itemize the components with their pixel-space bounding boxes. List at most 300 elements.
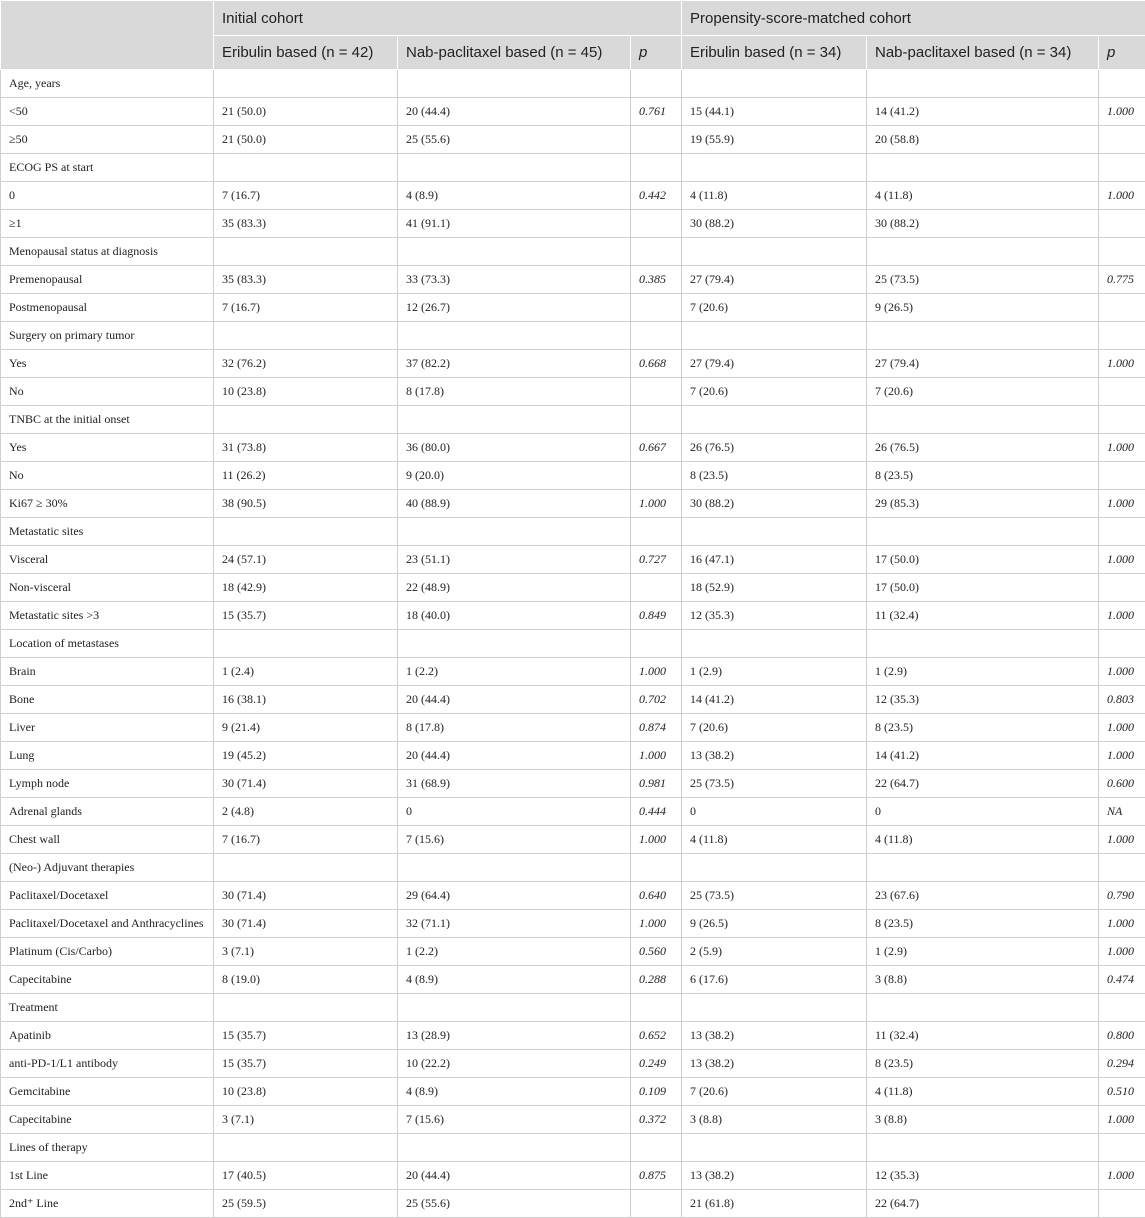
initial-p-value [631,70,682,98]
row-label: anti-PD-1/L1 antibody [1,1050,214,1078]
matched-p-value: 1.000 [1099,658,1145,686]
matched-nab-paclitaxel-value: 8 (23.5) [867,714,1099,742]
initial-nab-paclitaxel-value: 33 (73.3) [398,266,631,294]
row-label: Surgery on primary tumor [1,322,214,350]
matched-nab-paclitaxel-value [867,994,1099,1022]
table-row [1,1050,1145,1078]
initial-p-value: 1.000 [631,658,682,686]
initial-nab-paclitaxel-value [398,1134,631,1162]
table-row [1,546,1145,574]
initial-p-value [631,154,682,182]
row-label: Visceral [1,546,214,574]
row-label: (Neo-) Adjuvant therapies [1,854,214,882]
initial-eribulin-value: 3 (7.1) [214,938,398,966]
initial-p-value [631,994,682,1022]
matched-eribulin-value [682,994,867,1022]
matched-nab-paclitaxel-value: 26 (76.5) [867,434,1099,462]
table-row [1,490,1145,518]
row-label: Metastatic sites >3 [1,602,214,630]
initial-nab-paclitaxel-value: 1 (2.2) [398,938,631,966]
row-label: Premenopausal [1,266,214,294]
initial-eribulin-value [214,994,398,1022]
matched-p-value [1099,154,1145,182]
matched-eribulin-value: 25 (73.5) [682,770,867,798]
matched-p-value: 0.790 [1099,882,1145,910]
header-blank-cell [1,1,214,70]
initial-p-value: 0.640 [631,882,682,910]
matched-p-value: 1.000 [1099,602,1145,630]
matched-nab-paclitaxel-value: 20 (58.8) [867,126,1099,154]
initial-p-value [631,322,682,350]
table-row [1,742,1145,770]
initial-eribulin-value: 2 (4.8) [214,798,398,826]
row-label: Chest wall [1,826,214,854]
matched-nab-paclitaxel-value: 14 (41.2) [867,742,1099,770]
table-row [1,966,1145,994]
initial-eribulin-value: 38 (90.5) [214,490,398,518]
matched-p-value [1099,518,1145,546]
initial-p-value: 0.560 [631,938,682,966]
initial-p-value [631,630,682,658]
initial-nab-paclitaxel-value: 4 (8.9) [398,966,631,994]
table-row [1,1022,1145,1050]
initial-nab-paclitaxel-value: 23 (51.1) [398,546,631,574]
initial-eribulin-value: 31 (73.8) [214,434,398,462]
matched-nab-paclitaxel-value: 30 (88.2) [867,210,1099,238]
initial-nab-paclitaxel-value: 22 (48.9) [398,574,631,602]
matched-p-value: 1.000 [1099,434,1145,462]
initial-nab-paclitaxel-value [398,238,631,266]
matched-nab-paclitaxel-value: 8 (23.5) [867,1050,1099,1078]
row-label: Bone [1,686,214,714]
matched-nab-paclitaxel-value: 8 (23.5) [867,462,1099,490]
row-label: Paclitaxel/Docetaxel [1,882,214,910]
row-label: Location of metastases [1,630,214,658]
matched-p-value [1099,406,1145,434]
row-label: Menopausal status at diagnosis [1,238,214,266]
initial-nab-paclitaxel-value: 20 (44.4) [398,742,631,770]
initial-p-value: 0.288 [631,966,682,994]
matched-nab-paclitaxel-value [867,70,1099,98]
table-row [1,994,1145,1022]
initial-p-value: 0.372 [631,1106,682,1134]
matched-nab-paclitaxel-value: 23 (67.6) [867,882,1099,910]
row-label: Adrenal glands [1,798,214,826]
initial-p-value [631,210,682,238]
initial-eribulin-value: 30 (71.4) [214,910,398,938]
table-row [1,322,1145,350]
initial-eribulin-value: 30 (71.4) [214,882,398,910]
initial-nab-paclitaxel-value: 8 (17.8) [398,714,631,742]
initial-nab-paclitaxel-value [398,154,631,182]
matched-nab-paclitaxel-value: 1 (2.9) [867,938,1099,966]
initial-nab-paclitaxel-value: 31 (68.9) [398,770,631,798]
matched-p-value: 0.474 [1099,966,1145,994]
matched-nab-paclitaxel-value [867,322,1099,350]
table-row [1,798,1145,826]
matched-eribulin-value: 25 (73.5) [682,882,867,910]
table-row [1,98,1145,126]
initial-p-value [631,406,682,434]
table-row [1,1078,1145,1106]
matched-nab-paclitaxel-value [867,238,1099,266]
matched-eribulin-value [682,630,867,658]
initial-eribulin-value: 7 (16.7) [214,294,398,322]
matched-eribulin-value: 7 (20.6) [682,378,867,406]
initial-nab-paclitaxel-value [398,322,631,350]
matched-p-value [1099,462,1145,490]
row-label: Postmenopausal [1,294,214,322]
initial-eribulin-value: 10 (23.8) [214,378,398,406]
matched-nab-paclitaxel-value: 17 (50.0) [867,546,1099,574]
initial-nab-paclitaxel-value [398,630,631,658]
initial-p-value: 0.727 [631,546,682,574]
initial-nab-paclitaxel-value [398,518,631,546]
initial-nab-paclitaxel-value [398,994,631,1022]
table-row [1,294,1145,322]
matched-eribulin-value: 7 (20.6) [682,714,867,742]
row-label: Liver [1,714,214,742]
table-row [1,462,1145,490]
matched-eribulin-value: 4 (11.8) [682,182,867,210]
matched-p-value: 0.775 [1099,266,1145,294]
matched-nab-paclitaxel-value: 25 (73.5) [867,266,1099,294]
initial-eribulin-value: 7 (16.7) [214,182,398,210]
initial-eribulin-value: 15 (35.7) [214,602,398,630]
initial-nab-paclitaxel-value: 20 (44.4) [398,1162,631,1190]
matched-eribulin-value [682,854,867,882]
initial-nab-paclitaxel-value: 20 (44.4) [398,686,631,714]
table-row [1,1106,1145,1134]
matched-p-value [1099,1190,1145,1218]
matched-p-value [1099,294,1145,322]
matched-p-value: 1.000 [1099,910,1145,938]
row-label: Lymph node [1,770,214,798]
header-initial-nab-paclitaxel: Nab-paclitaxel based (n = 45) [398,36,631,70]
initial-p-value [631,462,682,490]
row-label: 1st Line [1,1162,214,1190]
initial-eribulin-value: 9 (21.4) [214,714,398,742]
initial-p-value: 0.981 [631,770,682,798]
row-label: Metastatic sites [1,518,214,546]
matched-eribulin-value: 2 (5.9) [682,938,867,966]
header-initial-cohort: Initial cohort [214,1,682,36]
initial-eribulin-value [214,238,398,266]
table-row [1,938,1145,966]
row-label: TNBC at the initial onset [1,406,214,434]
matched-p-value [1099,1134,1145,1162]
matched-p-value: NA [1099,798,1145,826]
initial-eribulin-value: 30 (71.4) [214,770,398,798]
matched-nab-paclitaxel-value: 3 (8.8) [867,1106,1099,1134]
initial-nab-paclitaxel-value: 4 (8.9) [398,182,631,210]
matched-nab-paclitaxel-value: 22 (64.7) [867,770,1099,798]
initial-eribulin-value: 11 (26.2) [214,462,398,490]
initial-p-value [631,574,682,602]
initial-p-value [631,238,682,266]
row-label: Apatinib [1,1022,214,1050]
matched-nab-paclitaxel-value: 4 (11.8) [867,182,1099,210]
header-initial-p-value: p [631,36,682,70]
matched-nab-paclitaxel-value: 0 [867,798,1099,826]
row-label: No [1,462,214,490]
initial-eribulin-value [214,70,398,98]
initial-eribulin-value: 15 (35.7) [214,1022,398,1050]
initial-eribulin-value: 19 (45.2) [214,742,398,770]
initial-p-value: 0.652 [631,1022,682,1050]
matched-nab-paclitaxel-value: 22 (64.7) [867,1190,1099,1218]
matched-eribulin-value: 4 (11.8) [682,826,867,854]
matched-nab-paclitaxel-value: 4 (11.8) [867,1078,1099,1106]
row-label: Platinum (Cis/Carbo) [1,938,214,966]
initial-eribulin-value: 35 (83.3) [214,210,398,238]
initial-nab-paclitaxel-value: 7 (15.6) [398,826,631,854]
initial-eribulin-value: 7 (16.7) [214,826,398,854]
row-label: Capecitabine [1,1106,214,1134]
matched-eribulin-value: 13 (38.2) [682,1022,867,1050]
matched-nab-paclitaxel-value: 12 (35.3) [867,686,1099,714]
matched-p-value: 1.000 [1099,1162,1145,1190]
initial-eribulin-value: 32 (76.2) [214,350,398,378]
header-matched-nab-paclitaxel: Nab-paclitaxel based (n = 34) [867,36,1099,70]
matched-nab-paclitaxel-value [867,154,1099,182]
matched-p-value [1099,378,1145,406]
matched-p-value: 0.803 [1099,686,1145,714]
initial-p-value: 0.874 [631,714,682,742]
matched-eribulin-value [682,1134,867,1162]
matched-eribulin-value: 12 (35.3) [682,602,867,630]
matched-nab-paclitaxel-value [867,854,1099,882]
matched-eribulin-value: 30 (88.2) [682,210,867,238]
initial-eribulin-value [214,854,398,882]
table-row [1,266,1145,294]
matched-nab-paclitaxel-value: 11 (32.4) [867,602,1099,630]
initial-eribulin-value: 15 (35.7) [214,1050,398,1078]
row-label: <50 [1,98,214,126]
matched-nab-paclitaxel-value: 7 (20.6) [867,378,1099,406]
matched-eribulin-value: 21 (61.8) [682,1190,867,1218]
initial-nab-paclitaxel-value: 41 (91.1) [398,210,631,238]
initial-eribulin-value [214,1134,398,1162]
matched-nab-paclitaxel-value: 17 (50.0) [867,574,1099,602]
initial-p-value [631,1134,682,1162]
table-row [1,378,1145,406]
matched-p-value [1099,126,1145,154]
initial-p-value: 0.109 [631,1078,682,1106]
table-row [1,518,1145,546]
matched-eribulin-value [682,70,867,98]
row-label: Lung [1,742,214,770]
initial-p-value: 0.702 [631,686,682,714]
table-row [1,602,1145,630]
matched-eribulin-value: 26 (76.5) [682,434,867,462]
matched-p-value: 1.000 [1099,1106,1145,1134]
table-row [1,714,1145,742]
matched-eribulin-value: 14 (41.2) [682,686,867,714]
initial-eribulin-value: 17 (40.5) [214,1162,398,1190]
matched-nab-paclitaxel-value: 8 (23.5) [867,910,1099,938]
matched-p-value: 1.000 [1099,490,1145,518]
matched-eribulin-value: 27 (79.4) [682,350,867,378]
matched-eribulin-value: 18 (52.9) [682,574,867,602]
row-label: Treatment [1,994,214,1022]
matched-nab-paclitaxel-value: 11 (32.4) [867,1022,1099,1050]
matched-p-value [1099,630,1145,658]
initial-p-value: 0.444 [631,798,682,826]
initial-p-value: 0.668 [631,350,682,378]
initial-eribulin-value: 16 (38.1) [214,686,398,714]
initial-eribulin-value: 35 (83.3) [214,266,398,294]
row-label: ≥1 [1,210,214,238]
table-row [1,882,1145,910]
matched-eribulin-value: 8 (23.5) [682,462,867,490]
initial-eribulin-value: 3 (7.1) [214,1106,398,1134]
initial-nab-paclitaxel-value: 10 (22.2) [398,1050,631,1078]
initial-p-value [631,1190,682,1218]
matched-eribulin-value [682,322,867,350]
matched-nab-paclitaxel-value: 9 (26.5) [867,294,1099,322]
table-row [1,910,1145,938]
row-label: Age, years [1,70,214,98]
matched-nab-paclitaxel-value [867,1134,1099,1162]
matched-nab-paclitaxel-value: 4 (11.8) [867,826,1099,854]
initial-eribulin-value: 10 (23.8) [214,1078,398,1106]
row-label: ECOG PS at start [1,154,214,182]
initial-nab-paclitaxel-value [398,70,631,98]
matched-nab-paclitaxel-value [867,406,1099,434]
matched-eribulin-value: 30 (88.2) [682,490,867,518]
initial-p-value [631,378,682,406]
matched-p-value [1099,70,1145,98]
matched-eribulin-value: 16 (47.1) [682,546,867,574]
matched-nab-paclitaxel-value: 14 (41.2) [867,98,1099,126]
initial-nab-paclitaxel-value: 13 (28.9) [398,1022,631,1050]
matched-p-value [1099,994,1145,1022]
row-label: Non-visceral [1,574,214,602]
matched-p-value: 0.800 [1099,1022,1145,1050]
matched-p-value: 0.294 [1099,1050,1145,1078]
initial-nab-paclitaxel-value: 36 (80.0) [398,434,631,462]
initial-p-value [631,854,682,882]
matched-eribulin-value: 6 (17.6) [682,966,867,994]
matched-eribulin-value [682,238,867,266]
initial-p-value: 1.000 [631,490,682,518]
initial-p-value: 0.849 [631,602,682,630]
initial-eribulin-value: 25 (59.5) [214,1190,398,1218]
initial-p-value: 0.761 [631,98,682,126]
matched-eribulin-value: 3 (8.8) [682,1106,867,1134]
initial-nab-paclitaxel-value: 0 [398,798,631,826]
row-label: Paclitaxel/Docetaxel and Anthracyclines [1,910,214,938]
matched-eribulin-value: 9 (26.5) [682,910,867,938]
table-row [1,686,1145,714]
initial-eribulin-value: 18 (42.9) [214,574,398,602]
matched-eribulin-value: 0 [682,798,867,826]
initial-eribulin-value: 21 (50.0) [214,126,398,154]
matched-nab-paclitaxel-value: 3 (8.8) [867,966,1099,994]
initial-nab-paclitaxel-value: 25 (55.6) [398,126,631,154]
row-label: Yes [1,434,214,462]
header-initial-eribulin: Eribulin based (n = 42) [214,36,398,70]
matched-p-value [1099,238,1145,266]
header-matched-cohort: Propensity-score-matched cohort [682,1,1145,36]
table-row [1,182,1145,210]
row-label: No [1,378,214,406]
matched-eribulin-value: 13 (38.2) [682,1050,867,1078]
table-row [1,154,1145,182]
initial-nab-paclitaxel-value: 29 (64.4) [398,882,631,910]
initial-p-value: 0.249 [631,1050,682,1078]
initial-p-value: 0.385 [631,266,682,294]
table-row [1,826,1145,854]
row-label: ≥50 [1,126,214,154]
initial-nab-paclitaxel-value: 32 (71.1) [398,910,631,938]
initial-p-value [631,518,682,546]
matched-p-value: 1.000 [1099,714,1145,742]
initial-eribulin-value [214,518,398,546]
initial-nab-paclitaxel-value: 18 (40.0) [398,602,631,630]
initial-eribulin-value [214,406,398,434]
initial-nab-paclitaxel-value: 20 (44.4) [398,98,631,126]
initial-p-value: 0.442 [631,182,682,210]
table-row [1,434,1145,462]
matched-p-value [1099,854,1145,882]
matched-eribulin-value: 13 (38.2) [682,742,867,770]
initial-nab-paclitaxel-value: 4 (8.9) [398,1078,631,1106]
table-row [1,770,1145,798]
table-row [1,126,1145,154]
matched-eribulin-value: 1 (2.9) [682,658,867,686]
header-matched-eribulin: Eribulin based (n = 34) [682,36,867,70]
matched-nab-paclitaxel-value: 12 (35.3) [867,1162,1099,1190]
matched-nab-paclitaxel-value [867,518,1099,546]
matched-nab-paclitaxel-value [867,630,1099,658]
matched-nab-paclitaxel-value: 27 (79.4) [867,350,1099,378]
matched-eribulin-value: 7 (20.6) [682,294,867,322]
initial-eribulin-value: 21 (50.0) [214,98,398,126]
matched-p-value: 1.000 [1099,938,1145,966]
initial-nab-paclitaxel-value: 12 (26.7) [398,294,631,322]
initial-eribulin-value [214,630,398,658]
initial-p-value: 0.667 [631,434,682,462]
matched-p-value: 1.000 [1099,546,1145,574]
initial-p-value [631,294,682,322]
initial-nab-paclitaxel-value: 8 (17.8) [398,378,631,406]
initial-eribulin-value: 24 (57.1) [214,546,398,574]
initial-eribulin-value [214,154,398,182]
table-row [1,238,1145,266]
matched-p-value: 1.000 [1099,98,1145,126]
initial-nab-paclitaxel-value: 7 (15.6) [398,1106,631,1134]
initial-nab-paclitaxel-value [398,406,631,434]
initial-eribulin-value [214,322,398,350]
row-label: Brain [1,658,214,686]
matched-p-value [1099,322,1145,350]
row-label: Lines of therapy [1,1134,214,1162]
matched-eribulin-value [682,154,867,182]
table-row [1,1134,1145,1162]
initial-eribulin-value: 8 (19.0) [214,966,398,994]
initial-p-value: 1.000 [631,910,682,938]
row-label: Ki67 ≥ 30% [1,490,214,518]
matched-p-value: 1.000 [1099,742,1145,770]
row-label: 2nd⁺ Line [1,1190,214,1218]
matched-nab-paclitaxel-value: 1 (2.9) [867,658,1099,686]
initial-p-value: 0.875 [631,1162,682,1190]
matched-p-value: 1.000 [1099,826,1145,854]
table-row [1,854,1145,882]
table-row [1,658,1145,686]
